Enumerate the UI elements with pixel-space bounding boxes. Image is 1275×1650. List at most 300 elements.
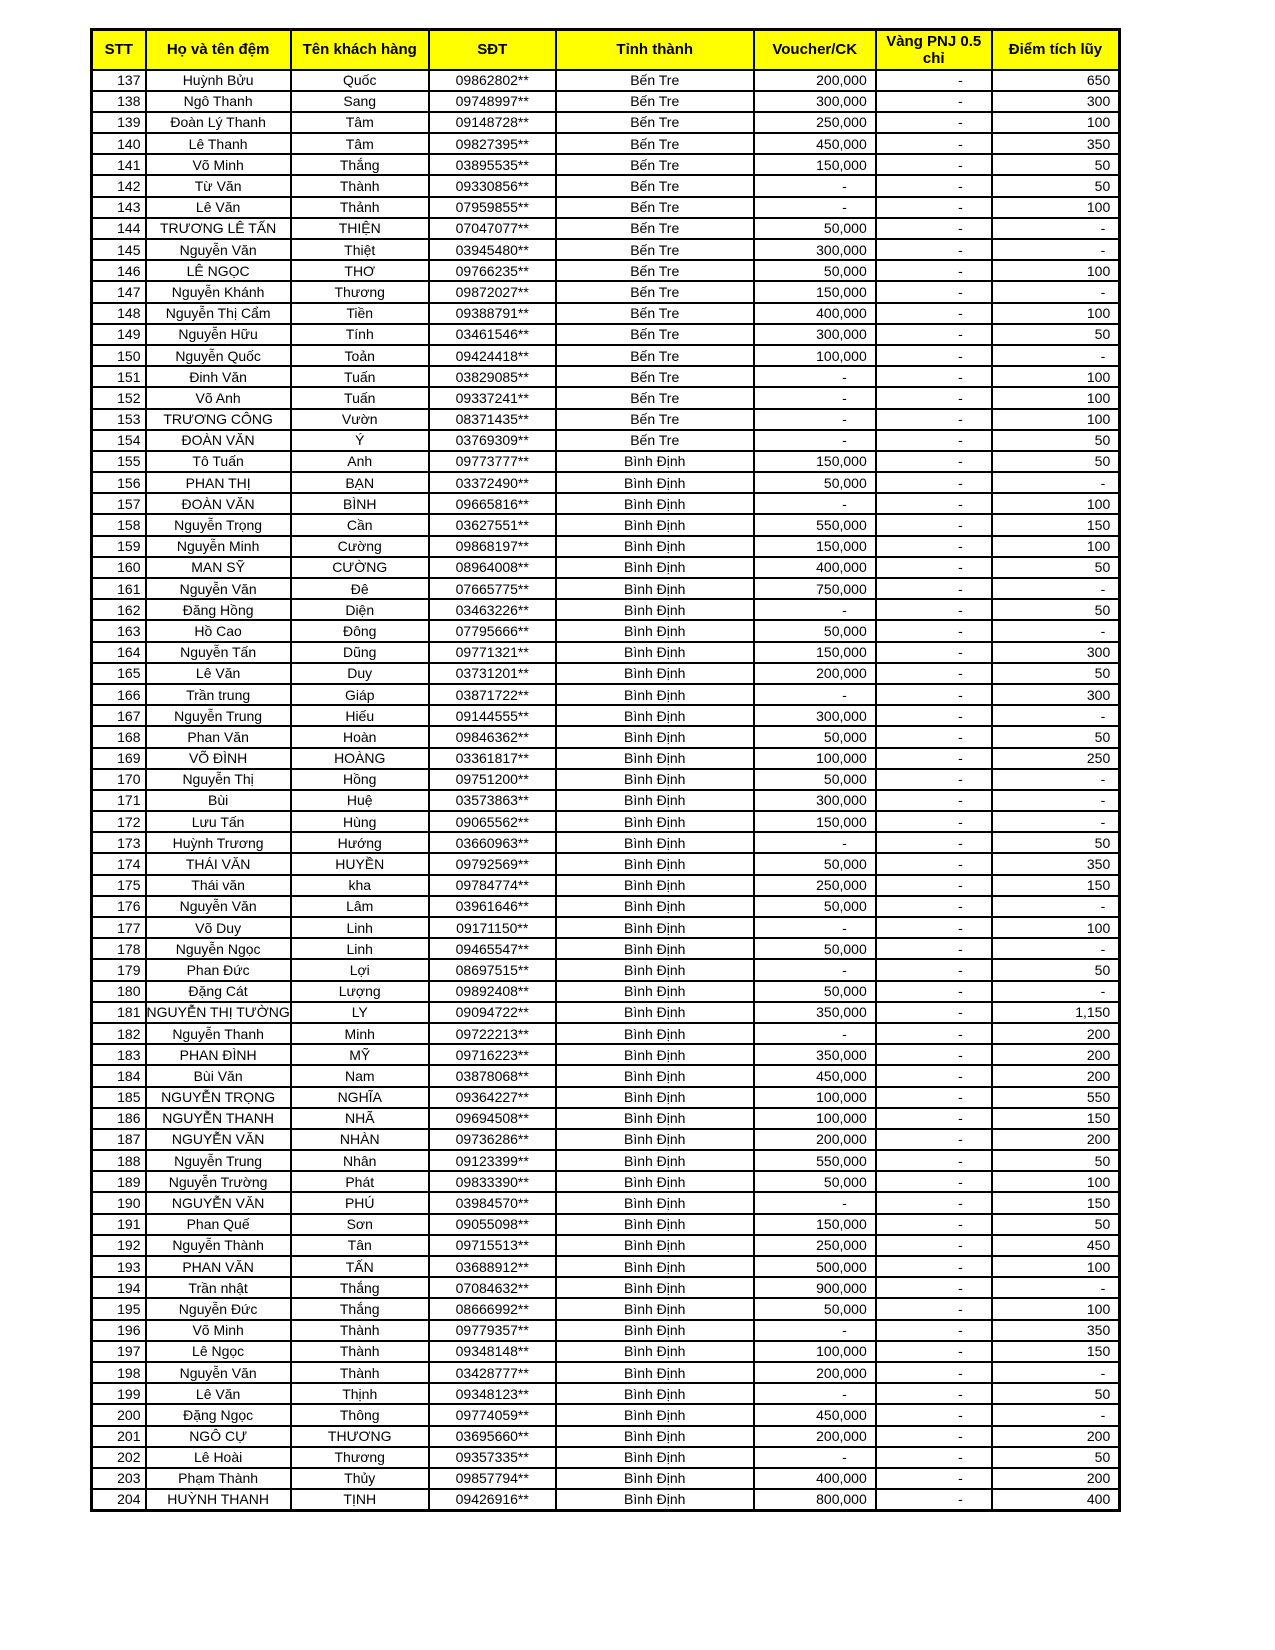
cell-ten-khach-hang: Lợi [291, 959, 429, 980]
cell-tinh-thanh: Bình Định [556, 1065, 754, 1086]
cell-ten-khach-hang: CƯỜNG [291, 557, 429, 578]
cell-tinh-thanh: Bến Tre [556, 197, 754, 218]
cell-ho-va-ten-dem: Nguyễn Ngọc [146, 938, 291, 959]
table-row [92, 1362, 1120, 1383]
cell-stt: 159 [92, 536, 146, 557]
table-row [92, 493, 1120, 514]
cell-diem-tich-luy: 50 [992, 959, 1120, 980]
cell-vang-pnj: - [876, 1235, 992, 1256]
cell-voucher-ck: 400,000 [754, 557, 876, 578]
table-row [92, 387, 1120, 408]
cell-ten-khach-hang: Hiếu [291, 705, 429, 726]
cell-voucher-ck: 450,000 [754, 133, 876, 154]
table-row [92, 1447, 1120, 1468]
cell-sdt: 03573863** [429, 790, 556, 811]
cell-diem-tich-luy: - [992, 811, 1120, 832]
cell-ho-va-ten-dem: Huỳnh Trương [146, 832, 291, 853]
cell-vang-pnj: - [876, 1192, 992, 1213]
cell-ho-va-ten-dem: Nguyễn Văn [146, 239, 291, 260]
cell-ten-khach-hang: Sơn [291, 1214, 429, 1235]
cell-diem-tich-luy: - [992, 705, 1120, 726]
cell-sdt: 09722213** [429, 1023, 556, 1044]
cell-stt: 152 [92, 387, 146, 408]
cell-voucher-ck: 300,000 [754, 91, 876, 112]
cell-voucher-ck: 50,000 [754, 472, 876, 493]
cell-ten-khach-hang: HOÀNG [291, 748, 429, 769]
cell-ten-khach-hang: Tiền [291, 303, 429, 324]
table-row [92, 1192, 1120, 1213]
cell-stt: 149 [92, 324, 146, 345]
cell-ho-va-ten-dem: NGUYỄN THANH [146, 1108, 291, 1129]
cell-diem-tich-luy: - [992, 1362, 1120, 1383]
cell-sdt: 09784774** [429, 875, 556, 896]
cell-ten-khach-hang: Thành [291, 175, 429, 196]
cell-ho-va-ten-dem: VÕ ĐÌNH [146, 748, 291, 769]
table-row [92, 1404, 1120, 1425]
table-row [92, 1298, 1120, 1319]
table-row [92, 1489, 1120, 1510]
cell-ho-va-ten-dem: Nguyễn Khánh [146, 281, 291, 302]
cell-sdt: 09094722** [429, 1002, 556, 1023]
cell-ten-khach-hang: THƠ [291, 260, 429, 281]
cell-diem-tich-luy: 100 [992, 917, 1120, 938]
cell-tinh-thanh: Bến Tre [556, 409, 754, 430]
cell-stt: 167 [92, 705, 146, 726]
table-row [92, 1468, 1120, 1489]
cell-vang-pnj: - [876, 1044, 992, 1065]
cell-voucher-ck: - [754, 409, 876, 430]
table-row [92, 1002, 1120, 1023]
cell-vang-pnj: - [876, 1108, 992, 1129]
cell-stt: 201 [92, 1426, 146, 1447]
cell-voucher-ck: 50,000 [754, 218, 876, 239]
cell-sdt: 03660963** [429, 832, 556, 853]
cell-ten-khach-hang: Diện [291, 599, 429, 620]
cell-vang-pnj: - [876, 684, 992, 705]
cell-ho-va-ten-dem: Ngô Thanh [146, 91, 291, 112]
cell-vang-pnj: - [876, 853, 992, 874]
cell-vang-pnj: - [876, 154, 992, 175]
cell-stt: 177 [92, 917, 146, 938]
cell-tinh-thanh: Bến Tre [556, 133, 754, 154]
cell-diem-tich-luy: 650 [992, 70, 1120, 91]
cell-diem-tich-luy: 350 [992, 1320, 1120, 1341]
cell-ten-khach-hang: MỸ [291, 1044, 429, 1065]
cell-voucher-ck: 250,000 [754, 875, 876, 896]
cell-tinh-thanh: Bình Định [556, 599, 754, 620]
cell-stt: 144 [92, 218, 146, 239]
cell-ten-khach-hang: NGHĨA [291, 1087, 429, 1108]
cell-diem-tich-luy: 400 [992, 1489, 1120, 1510]
cell-diem-tich-luy: 150 [992, 1192, 1120, 1213]
cell-sdt: 09426916** [429, 1489, 556, 1510]
cell-stt: 158 [92, 514, 146, 535]
cell-vang-pnj: - [876, 366, 992, 387]
cell-tinh-thanh: Bình Định [556, 1171, 754, 1192]
cell-diem-tich-luy: 50 [992, 663, 1120, 684]
cell-ten-khach-hang: Nhân [291, 1150, 429, 1171]
cell-tinh-thanh: Bình Định [556, 1426, 754, 1447]
table-row [92, 642, 1120, 663]
cell-tinh-thanh: Bình Định [556, 1489, 754, 1510]
header-vang-pnj: Vàng PNJ 0.5 chỉ [876, 30, 992, 70]
cell-vang-pnj: - [876, 1023, 992, 1044]
cell-ten-khach-hang: TỊNH [291, 1489, 429, 1510]
cell-voucher-ck: 50,000 [754, 260, 876, 281]
cell-tinh-thanh: Bình Định [556, 684, 754, 705]
cell-diem-tich-luy: 300 [992, 642, 1120, 663]
table-row [92, 1023, 1120, 1044]
cell-ho-va-ten-dem: Nguyễn Văn [146, 1362, 291, 1383]
cell-tinh-thanh: Bình Định [556, 1044, 754, 1065]
cell-ho-va-ten-dem: Phan Văn [146, 726, 291, 747]
cell-ten-khach-hang: Vườn [291, 409, 429, 430]
cell-ho-va-ten-dem: NGUYỄN THỊ TƯỜNG [146, 1002, 291, 1023]
cell-vang-pnj: - [876, 896, 992, 917]
table-row [92, 239, 1120, 260]
cell-tinh-thanh: Bình Định [556, 769, 754, 790]
cell-ten-khach-hang: Thắng [291, 154, 429, 175]
cell-ten-khach-hang: Thành [291, 1341, 429, 1362]
table-row [92, 514, 1120, 535]
cell-ho-va-ten-dem: Trần nhật [146, 1277, 291, 1298]
cell-vang-pnj: - [876, 324, 992, 345]
table-row [92, 70, 1120, 91]
cell-ho-va-ten-dem: Lưu Tấn [146, 811, 291, 832]
table-row [92, 896, 1120, 917]
cell-stt: 154 [92, 430, 146, 451]
table-row [92, 1214, 1120, 1235]
table-row [92, 324, 1120, 345]
cell-vang-pnj: - [876, 197, 992, 218]
cell-stt: 186 [92, 1108, 146, 1129]
cell-voucher-ck: 150,000 [754, 154, 876, 175]
cell-voucher-ck: 200,000 [754, 663, 876, 684]
cell-voucher-ck: - [754, 1192, 876, 1213]
cell-vang-pnj: - [876, 578, 992, 599]
cell-vang-pnj: - [876, 1404, 992, 1425]
cell-ho-va-ten-dem: Thái văn [146, 875, 291, 896]
cell-ten-khach-hang: Thịnh [291, 1383, 429, 1404]
cell-diem-tich-luy: 100 [992, 197, 1120, 218]
cell-diem-tich-luy: 150 [992, 875, 1120, 896]
cell-ten-khach-hang: NHÃ [291, 1108, 429, 1129]
cell-tinh-thanh: Bến Tre [556, 430, 754, 451]
cell-tinh-thanh: Bình Định [556, 514, 754, 535]
table-row [92, 769, 1120, 790]
cell-vang-pnj: - [876, 1383, 992, 1404]
cell-sdt: 09773777** [429, 451, 556, 472]
cell-tinh-thanh: Bình Định [556, 705, 754, 726]
cell-ho-va-ten-dem: NGUYỄN TRỌNG [146, 1087, 291, 1108]
cell-sdt: 09715513** [429, 1235, 556, 1256]
cell-vang-pnj: - [876, 1298, 992, 1319]
cell-stt: 192 [92, 1235, 146, 1256]
header-diem-tich-luy: Điểm tích lũy [992, 30, 1120, 70]
cell-ten-khach-hang: Anh [291, 451, 429, 472]
cell-voucher-ck: - [754, 1447, 876, 1468]
cell-voucher-ck: - [754, 832, 876, 853]
cell-tinh-thanh: Bến Tre [556, 303, 754, 324]
cell-ho-va-ten-dem: PHAN VĂN [146, 1256, 291, 1277]
cell-ten-khach-hang: Hoàn [291, 726, 429, 747]
cell-vang-pnj: - [876, 409, 992, 430]
cell-ten-khach-hang: Duy [291, 663, 429, 684]
cell-voucher-ck: - [754, 366, 876, 387]
cell-vang-pnj: - [876, 705, 992, 726]
cell-stt: 147 [92, 281, 146, 302]
cell-ten-khach-hang: Đông [291, 620, 429, 641]
cell-ho-va-ten-dem: Đinh Văn [146, 366, 291, 387]
cell-tinh-thanh: Bình Định [556, 1277, 754, 1298]
cell-stt: 156 [92, 472, 146, 493]
cell-ho-va-ten-dem: Võ Anh [146, 387, 291, 408]
cell-diem-tich-luy: - [992, 578, 1120, 599]
cell-voucher-ck: - [754, 175, 876, 196]
cell-ho-va-ten-dem: Nguyễn Trung [146, 705, 291, 726]
cell-stt: 184 [92, 1065, 146, 1086]
table-row [92, 938, 1120, 959]
cell-diem-tich-luy: - [992, 620, 1120, 641]
cell-tinh-thanh: Bến Tre [556, 91, 754, 112]
cell-sdt: 09665816** [429, 493, 556, 514]
table-row [92, 557, 1120, 578]
cell-sdt: 09123399** [429, 1150, 556, 1171]
cell-ten-khach-hang: Cường [291, 536, 429, 557]
cell-ho-va-ten-dem: NGUYỄN VĂN [146, 1129, 291, 1150]
cell-ho-va-ten-dem: Nguyễn Minh [146, 536, 291, 557]
cell-vang-pnj: - [876, 620, 992, 641]
table-row [92, 959, 1120, 980]
cell-tinh-thanh: Bình Định [556, 1468, 754, 1489]
cell-sdt: 09716223** [429, 1044, 556, 1065]
cell-diem-tich-luy: 300 [992, 91, 1120, 112]
cell-tinh-thanh: Bình Định [556, 917, 754, 938]
cell-tinh-thanh: Bến Tre [556, 260, 754, 281]
cell-ho-va-ten-dem: ĐOÀN VĂN [146, 493, 291, 514]
cell-stt: 169 [92, 748, 146, 769]
cell-sdt: 09892408** [429, 981, 556, 1002]
table-row [92, 1277, 1120, 1298]
cell-ho-va-ten-dem: PHAN THỊ [146, 472, 291, 493]
cell-voucher-ck: 350,000 [754, 1002, 876, 1023]
table-row [92, 1150, 1120, 1171]
cell-ho-va-ten-dem: Hồ Cao [146, 620, 291, 641]
cell-vang-pnj: - [876, 769, 992, 790]
cell-ho-va-ten-dem: Nguyễn Thị Cẩm [146, 303, 291, 324]
cell-stt: 188 [92, 1150, 146, 1171]
cell-ten-khach-hang: PHÚ [291, 1192, 429, 1213]
cell-voucher-ck: 550,000 [754, 1150, 876, 1171]
cell-ho-va-ten-dem: HUỲNH THANH [146, 1489, 291, 1510]
cell-ho-va-ten-dem: Nguyễn Trọng [146, 514, 291, 535]
cell-sdt: 09424418** [429, 345, 556, 366]
cell-voucher-ck: 450,000 [754, 1065, 876, 1086]
cell-voucher-ck: 100,000 [754, 1341, 876, 1362]
cell-ten-khach-hang: BẠN [291, 472, 429, 493]
cell-ho-va-ten-dem: Nguyễn Thanh [146, 1023, 291, 1044]
cell-diem-tich-luy: 200 [992, 1129, 1120, 1150]
cell-sdt: 09330856** [429, 175, 556, 196]
cell-ho-va-ten-dem: Nguyễn Thị [146, 769, 291, 790]
cell-tinh-thanh: Bình Định [556, 1383, 754, 1404]
cell-voucher-ck: 250,000 [754, 112, 876, 133]
cell-sdt: 08666992** [429, 1298, 556, 1319]
cell-stt: 204 [92, 1489, 146, 1510]
cell-voucher-ck: 50,000 [754, 620, 876, 641]
cell-tinh-thanh: Bình Định [556, 1192, 754, 1213]
cell-tinh-thanh: Bình Định [556, 451, 754, 472]
table-row [92, 620, 1120, 641]
cell-vang-pnj: - [876, 917, 992, 938]
cell-voucher-ck: - [754, 599, 876, 620]
cell-stt: 191 [92, 1214, 146, 1235]
cell-ho-va-ten-dem: THÁI VĂN [146, 853, 291, 874]
cell-ten-khach-hang: Thiệt [291, 239, 429, 260]
table-body [92, 70, 1120, 1511]
cell-stt: 193 [92, 1256, 146, 1277]
cell-vang-pnj: - [876, 514, 992, 535]
cell-stt: 151 [92, 366, 146, 387]
cell-ten-khach-hang: Thắng [291, 1298, 429, 1319]
cell-stt: 187 [92, 1129, 146, 1150]
cell-ten-khach-hang: Tính [291, 324, 429, 345]
cell-ho-va-ten-dem: Nguyễn Văn [146, 896, 291, 917]
cell-diem-tich-luy: 50 [992, 175, 1120, 196]
cell-diem-tich-luy: 100 [992, 1256, 1120, 1277]
cell-vang-pnj: - [876, 1150, 992, 1171]
cell-vang-pnj: - [876, 345, 992, 366]
cell-stt: 161 [92, 578, 146, 599]
table-row [92, 91, 1120, 112]
cell-ten-khach-hang: Thành [291, 1362, 429, 1383]
table-row [92, 303, 1120, 324]
cell-ten-khach-hang: Dũng [291, 642, 429, 663]
cell-ten-khach-hang: LY [291, 1002, 429, 1023]
cell-stt: 145 [92, 239, 146, 260]
cell-ho-va-ten-dem: Bùi Văn [146, 1065, 291, 1086]
cell-tinh-thanh: Bình Định [556, 959, 754, 980]
header-ho-va-ten-dem: Họ và tên đệm [146, 30, 291, 70]
cell-tinh-thanh: Bình Định [556, 896, 754, 917]
cell-ho-va-ten-dem: Phạm Thành [146, 1468, 291, 1489]
cell-vang-pnj: - [876, 451, 992, 472]
cell-vang-pnj: - [876, 303, 992, 324]
table-row [92, 409, 1120, 430]
cell-diem-tich-luy: 100 [992, 366, 1120, 387]
cell-sdt: 09388791** [429, 303, 556, 324]
header-tinh-thanh: Tỉnh thành [556, 30, 754, 70]
cell-vang-pnj: - [876, 1002, 992, 1023]
cell-sdt: 03945480** [429, 239, 556, 260]
cell-sdt: 09465547** [429, 938, 556, 959]
cell-diem-tich-luy: - [992, 472, 1120, 493]
cell-voucher-ck: 450,000 [754, 1404, 876, 1425]
cell-ho-va-ten-dem: Đăng Hồng [146, 599, 291, 620]
cell-vang-pnj: - [876, 1320, 992, 1341]
cell-sdt: 03895535** [429, 154, 556, 175]
table-row [92, 1108, 1120, 1129]
table-row [92, 430, 1120, 451]
cell-voucher-ck: 50,000 [754, 1171, 876, 1192]
header-ten-khach-hang: Tên khách hàng [291, 30, 429, 70]
cell-stt: 175 [92, 875, 146, 896]
cell-ten-khach-hang: Thương [291, 1447, 429, 1468]
cell-diem-tich-luy: 50 [992, 154, 1120, 175]
cell-tinh-thanh: Bình Định [556, 557, 754, 578]
cell-vang-pnj: - [876, 875, 992, 896]
cell-ho-va-ten-dem: Lê Văn [146, 663, 291, 684]
cell-ho-va-ten-dem: Nguyễn Văn [146, 578, 291, 599]
cell-voucher-ck: 100,000 [754, 748, 876, 769]
cell-sdt: 09779357** [429, 1320, 556, 1341]
cell-voucher-ck: 100,000 [754, 1087, 876, 1108]
table-row [92, 1256, 1120, 1277]
cell-vang-pnj: - [876, 642, 992, 663]
cell-sdt: 08964008** [429, 557, 556, 578]
cell-ten-khach-hang: Thảnh [291, 197, 429, 218]
table-row [92, 218, 1120, 239]
cell-tinh-thanh: Bình Định [556, 1341, 754, 1362]
cell-sdt: 03961646** [429, 896, 556, 917]
cell-stt: 181 [92, 1002, 146, 1023]
cell-tinh-thanh: Bình Định [556, 1129, 754, 1150]
cell-vang-pnj: - [876, 70, 992, 91]
cell-ten-khach-hang: HUYỀN [291, 853, 429, 874]
cell-ho-va-ten-dem: Nguyễn Hữu [146, 324, 291, 345]
cell-voucher-ck: 50,000 [754, 938, 876, 959]
table-row [92, 1065, 1120, 1086]
cell-diem-tich-luy: - [992, 345, 1120, 366]
cell-voucher-ck: 300,000 [754, 705, 876, 726]
cell-tinh-thanh: Bến Tre [556, 112, 754, 133]
cell-stt: 165 [92, 663, 146, 684]
cell-diem-tich-luy: 50 [992, 430, 1120, 451]
cell-sdt: 09857794** [429, 1468, 556, 1489]
cell-sdt: 07665775** [429, 578, 556, 599]
cell-ten-khach-hang: Sang [291, 91, 429, 112]
cell-vang-pnj: - [876, 112, 992, 133]
cell-stt: 196 [92, 1320, 146, 1341]
cell-voucher-ck: 550,000 [754, 514, 876, 535]
cell-sdt: 09774059** [429, 1404, 556, 1425]
cell-stt: 195 [92, 1298, 146, 1319]
cell-tinh-thanh: Bến Tre [556, 345, 754, 366]
cell-vang-pnj: - [876, 536, 992, 557]
cell-stt: 182 [92, 1023, 146, 1044]
cell-tinh-thanh: Bình Định [556, 1235, 754, 1256]
customer-table [90, 28, 1121, 1512]
cell-diem-tich-luy: 100 [992, 112, 1120, 133]
cell-tinh-thanh: Bình Định [556, 726, 754, 747]
cell-ten-khach-hang: Giáp [291, 684, 429, 705]
cell-vang-pnj: - [876, 1214, 992, 1235]
cell-diem-tich-luy: 50 [992, 324, 1120, 345]
cell-stt: 173 [92, 832, 146, 853]
cell-ho-va-ten-dem: Võ Minh [146, 1320, 291, 1341]
cell-sdt: 09771321** [429, 642, 556, 663]
cell-tinh-thanh: Bến Tre [556, 70, 754, 91]
header-stt: STT [92, 30, 146, 70]
cell-stt: 203 [92, 1468, 146, 1489]
cell-voucher-ck: - [754, 387, 876, 408]
cell-sdt: 03688912** [429, 1256, 556, 1277]
cell-stt: 164 [92, 642, 146, 663]
cell-sdt: 09748997** [429, 91, 556, 112]
cell-ho-va-ten-dem: Nguyễn Trung [146, 1150, 291, 1171]
cell-ten-khach-hang: TẤN [291, 1256, 429, 1277]
cell-voucher-ck: 400,000 [754, 1468, 876, 1489]
